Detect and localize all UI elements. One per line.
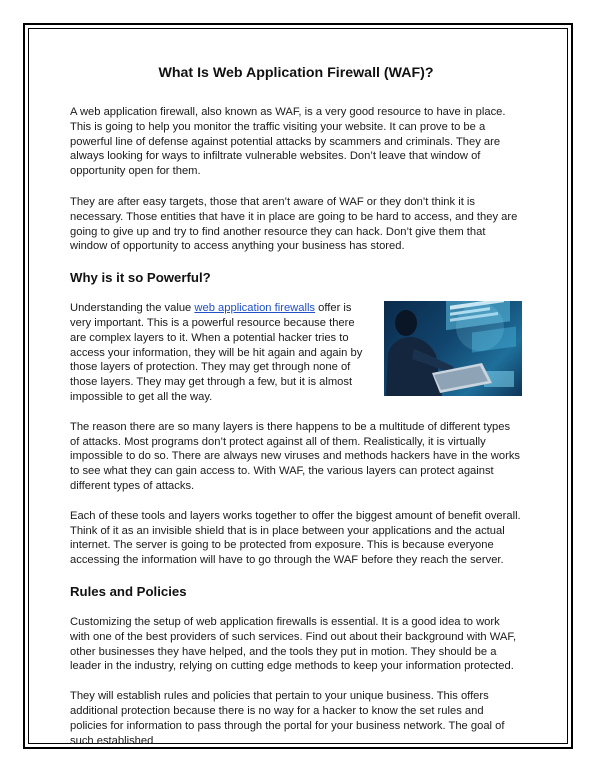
intro-paragraph-1: A web application firewall, also known as WAF, is a very good resource to have in place. This is going to help you monitor the traffic visiting your website. It can prove to be a powerful line of defense against potential attacks by scammers and criminals. They are always looking for ways to infiltrate vulnerable websites. Don’t leave that window of opportunity open for them. [70,106,506,178]
document-body [70,64,522,763]
hacker-laptop-illustration [384,301,522,396]
section-heading-rules: Rules and Policies [70,583,187,599]
powerful-p1-before: Understanding the value [70,302,195,315]
powerful-paragraph-2: The reason there are so many layers is there happens to be a multitude of different types of attacks. Most programs don’t protect against all of them. Realistically, it is virtually impossible to do so. There are always new viruses and methods hackers have in the works to see what they can gain access to. With WAF, the various layers can protect against different types of attacks. [70,420,521,492]
hacker-laptop-image [384,301,522,396]
waf-link[interactable]: web application firewalls [194,302,316,315]
intro-paragraph-2: They are after easy targets, those that aren’t aware of WAF or they don’t think it is necessary. Those entities that have it in place are going to be hard to access, and they are going to give up and try to find another resource they can hack. Don’t give them that window of opportunity to access anything your business has stored. [70,195,518,253]
rules-paragraph-2: They will establish rules and policies that pertain to your unique business. This offers additional protection because there is no way for a hacker to know the set rules and policies for information to pass through the portal for your business network. The goal of such established [70,690,505,747]
powerful-paragraph-3: Each of these tools and layers works together to offer the biggest amount of benefit overall. Think of it as an invisible shield that is in place between your applications and the actual internet. The server is going to be protected from exposure. This is because everyone accessing the information will have to go through the WAF before they reach the server. [70,509,521,567]
rules-paragraph-1: Customizing the setup of web application firewalls is essential. It is a good idea to work with one of the best providers of such services. Find out about their background with WAF, other businesses they have helped, and the tools they put in motion. They should be a leader in the industry, relying on cutting edge methods to keep your information protected. [70,615,517,673]
section-heading-powerful: Why is it so Powerful? [70,270,211,286]
powerful-p1-after: offer is very important. This is a powerful resource because there are complex layers to it. When a potential hacker tries to access your information, they will be hit again and again by those layers of protection. They may get through none of those layers. They may get through a few, but it is almost impossible to get all the way. [70,302,363,403]
document-title: What Is Web Application Firewall (WAF)? [158,65,434,81]
